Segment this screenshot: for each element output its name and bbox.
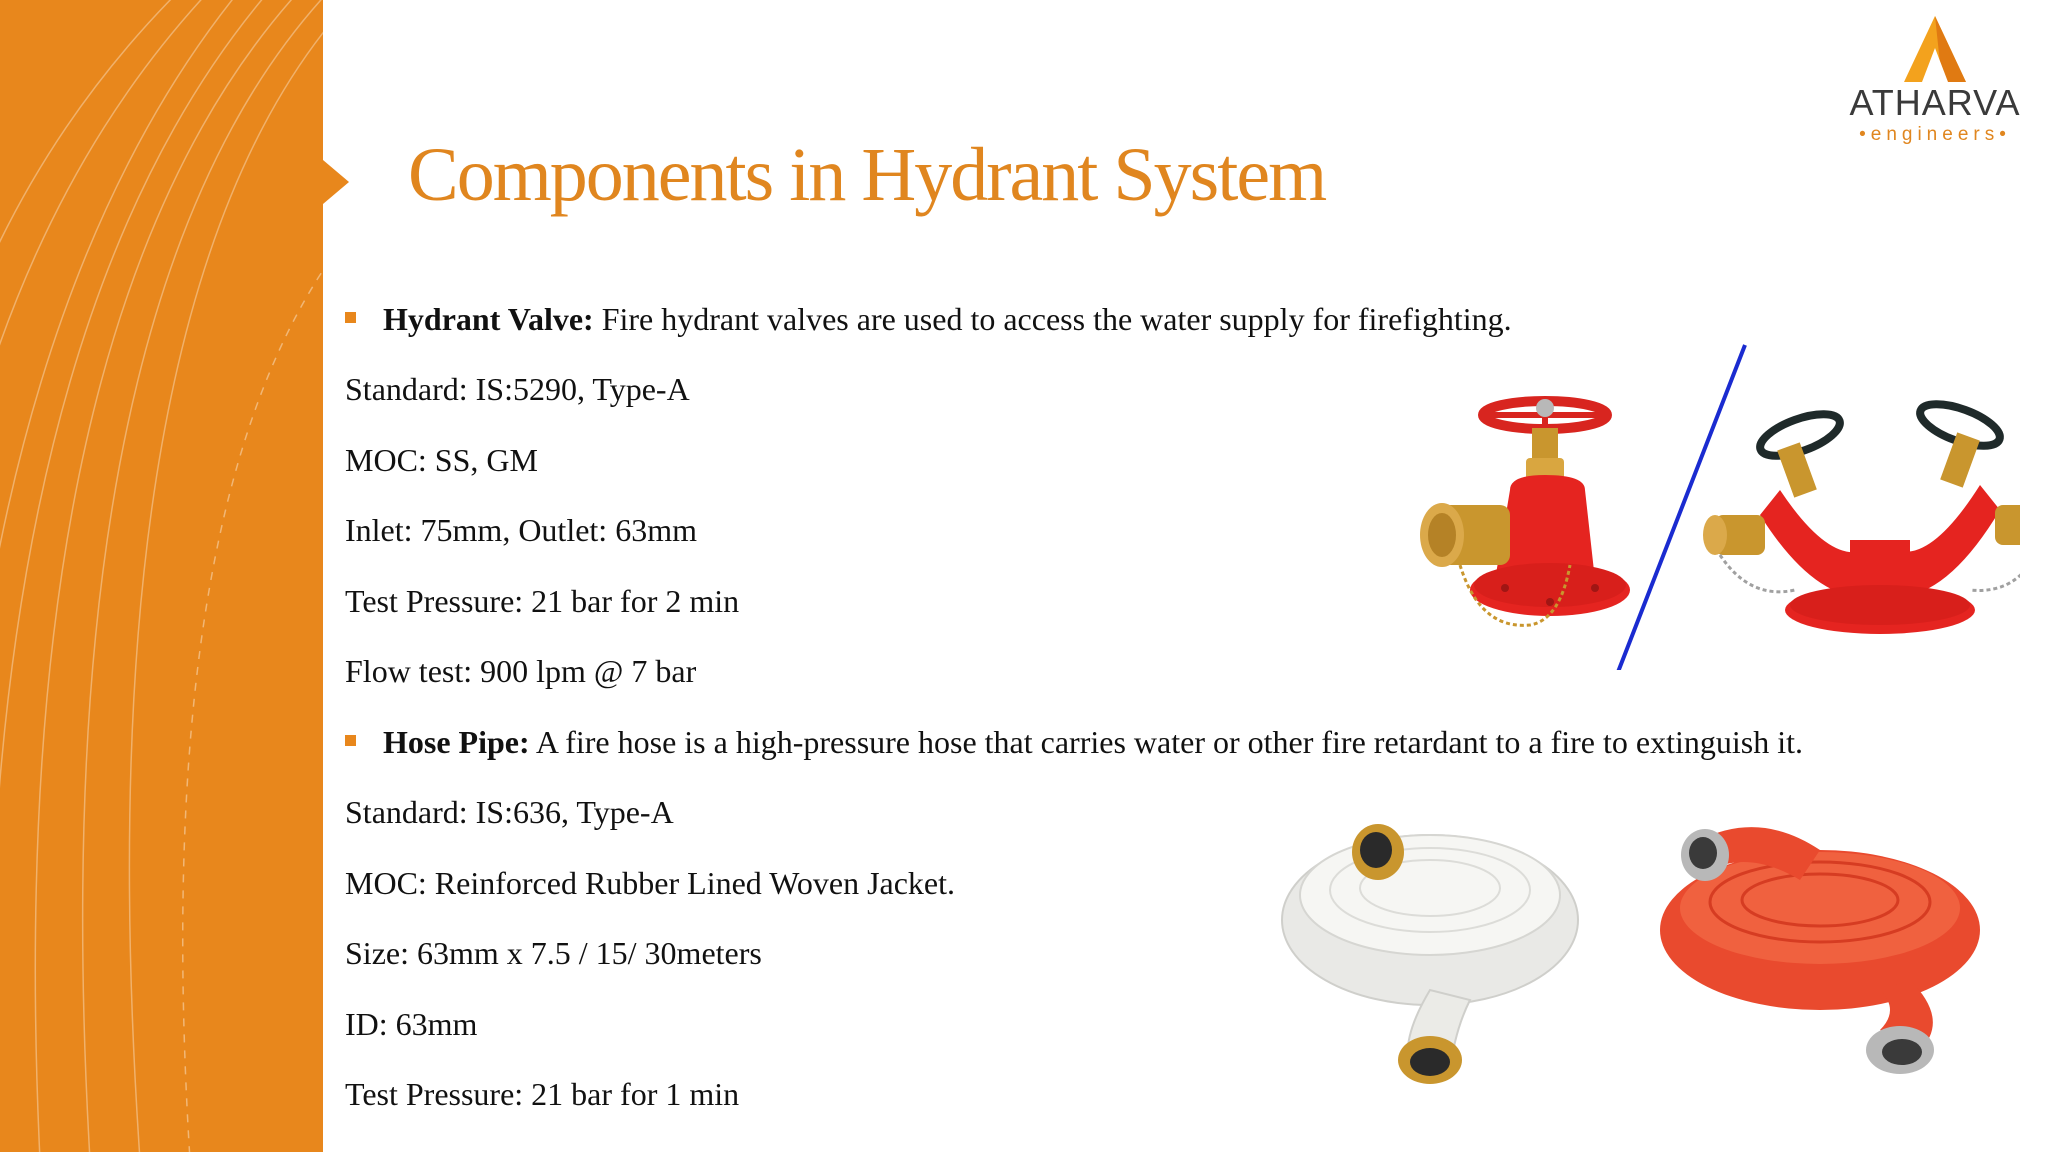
hydrant-valve-image: [1400, 340, 2020, 670]
decorative-sidebar: [0, 0, 323, 1152]
hose-pipe-image: [1280, 790, 2000, 1090]
hose-pipe-description: A fire hose is a high-pressure hose that carries water or other fire retardant to a fire to extinguish it.: [535, 724, 1803, 760]
hydrant-spec-line: Inlet: 75mm, Outlet: 63mm: [345, 512, 697, 548]
slide-title: Components in Hydrant System: [408, 133, 1326, 217]
logo-triangle-icon: [1902, 14, 1968, 84]
hydrant-valve-description: Fire hydrant valves are used to access the water supply for firefighting.: [601, 301, 1512, 337]
company-logo: [1840, 14, 2030, 154]
single-hydrant-valve-illustration: [1420, 399, 1630, 625]
hose-spec-line: Size: 63mm x 7.5 / 15/ 30meters: [345, 935, 762, 971]
hose-spec-line: Test Pressure: 21 bar for 1 min: [345, 1076, 740, 1112]
hose-spec-line: MOC: Reinforced Rubber Lined Woven Jacket.: [345, 865, 956, 901]
hose-pipe-heading: Hose Pipe:: [383, 724, 530, 760]
hose-spec-line: ID: 63mm: [345, 1006, 478, 1042]
square-bullet-icon: [345, 312, 356, 323]
hydrant-spec-line: Flow test: 900 lpm @ 7 bar: [345, 653, 697, 689]
bullet-hydrant-valve: [345, 299, 1512, 339]
logo-subtitle: •engineers•: [1859, 124, 2011, 145]
bullet-hose-pipe: [345, 722, 1803, 762]
sidebar-arcs-decoration: [0, 0, 323, 1152]
hose-spec-line: Standard: IS:636, Type-A: [345, 794, 674, 830]
title-pointer-arrow: [323, 160, 349, 204]
hydrant-spec-line: MOC: SS, GM: [345, 442, 538, 478]
logo-name: ATHARVA: [1849, 82, 2021, 123]
red-hose-illustration: [1660, 827, 1980, 1074]
hydrant-spec-line: Standard: IS:5290, Type-A: [345, 371, 690, 407]
hydrant-spec-line: Test Pressure: 21 bar for 2 min: [345, 583, 740, 619]
twin-hydrant-valve-illustration: [1703, 396, 2020, 634]
blue-divider-line: [1618, 345, 1745, 670]
hydrant-valve-heading: Hydrant Valve:: [383, 301, 594, 337]
white-hose-illustration: [1282, 824, 1578, 1084]
square-bullet-icon: [345, 735, 356, 746]
